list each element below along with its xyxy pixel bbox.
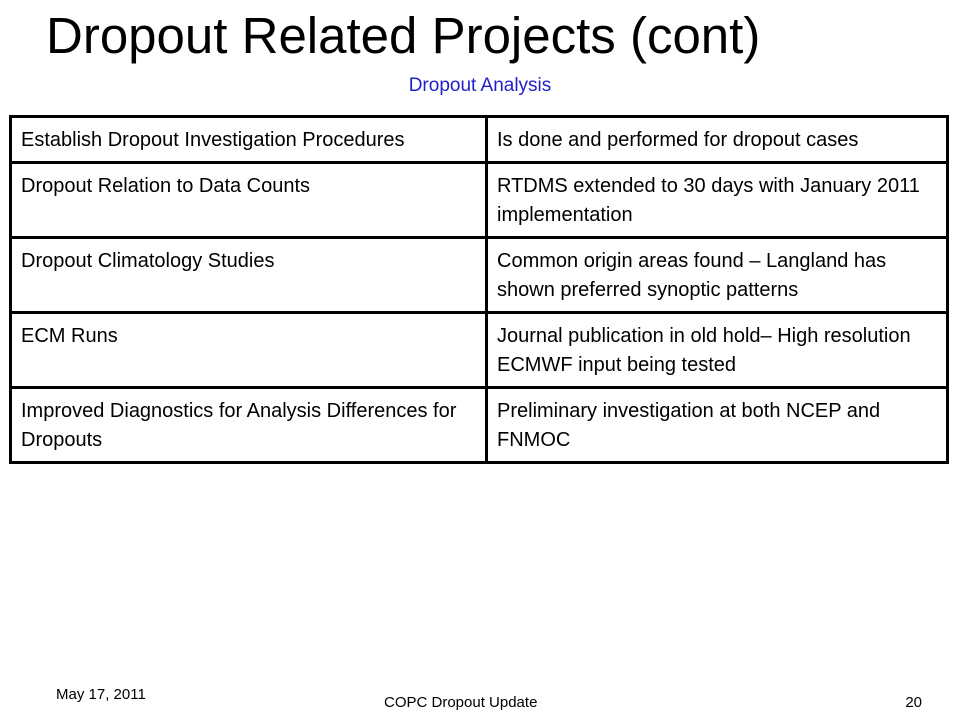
project-cell: Improved Diagnostics for Analysis Differences for Dropouts: [11, 388, 487, 463]
project-cell: ECM Runs: [11, 313, 487, 388]
table-row: [11, 388, 948, 463]
status-cell: Common origin areas found – Langland has shown preferred synoptic patterns: [487, 238, 948, 313]
projects-table: [9, 115, 949, 464]
slide-title: Dropout Related Projects (cont): [46, 7, 761, 64]
status-cell: Preliminary investigation at both NCEP and FNMOC: [487, 388, 948, 463]
project-cell: Dropout Relation to Data Counts: [11, 163, 487, 238]
project-cell: Dropout Climatology Studies: [11, 238, 487, 313]
status-cell: Is done and performed for dropout cases: [487, 117, 948, 163]
footer-date: May 17, 2011: [56, 686, 146, 703]
status-cell: RTDMS extended to 30 days with January 2011 implementation: [487, 163, 948, 238]
table-row: [11, 117, 948, 163]
status-cell: Journal publication in old hold– High resolution ECMWF input being tested: [487, 313, 948, 388]
project-cell: Establish Dropout Investigation Procedures: [11, 117, 487, 163]
page-number: 20: [905, 694, 922, 711]
footer-title: COPC Dropout Update: [384, 694, 538, 711]
table-row: [11, 163, 948, 238]
table-row: [11, 238, 948, 313]
slide-subtitle: Dropout Analysis: [408, 75, 552, 96]
table-row: [11, 313, 948, 388]
